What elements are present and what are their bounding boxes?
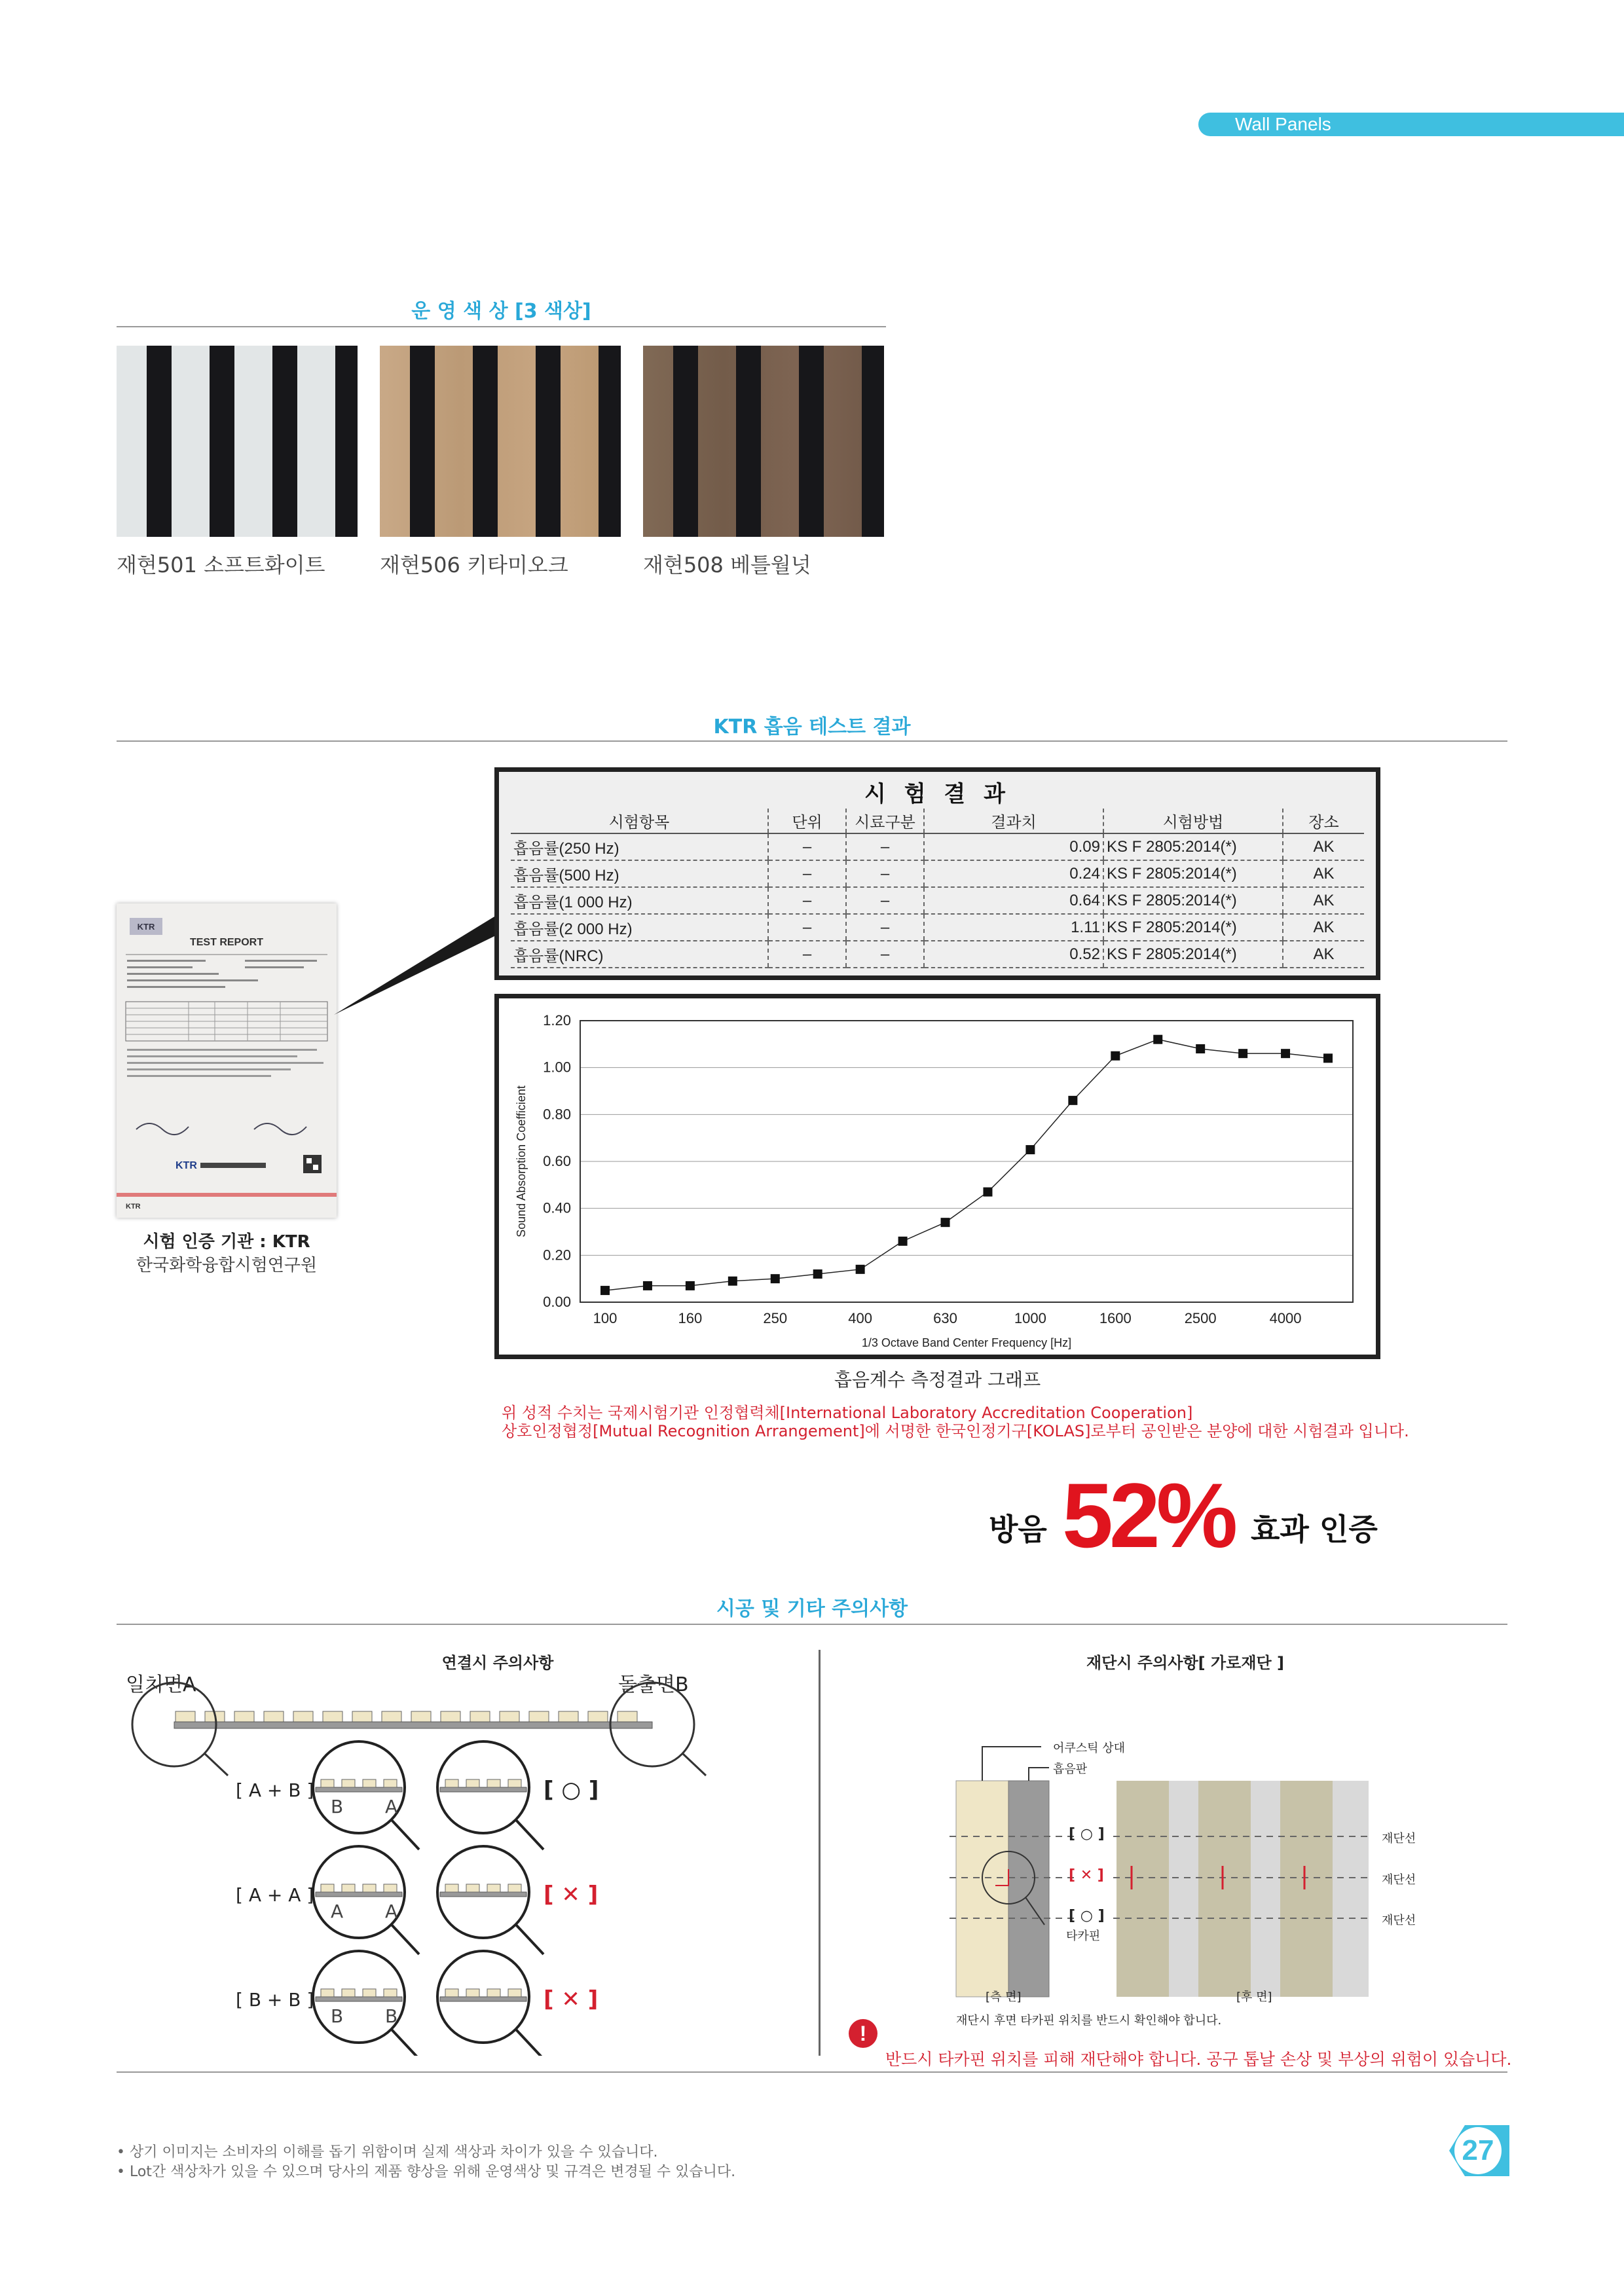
magnifier-handle: [392, 1925, 419, 1954]
category-tag: Wall Panels: [1198, 113, 1624, 136]
absorption-chart: [499, 998, 1376, 1355]
install-column-divider: [819, 1650, 821, 2056]
data-point: [1025, 1145, 1035, 1154]
cert-org: 한국화학융합시험연구원: [136, 1256, 318, 1275]
footer-note: • Lot간 색상차가 있을 수 있으며 당사의 제품 향상을 위해 운영색상 및 규격은 변경될 수 있습니다.: [117, 2164, 736, 2180]
magnifier-handle: [516, 2030, 544, 2056]
table-cell: –: [768, 860, 846, 887]
accreditation-note-1: 위 성적 수치는 국제시험기관 인정협력체[International Laboratory Accreditation Cooperation]: [502, 1404, 1193, 1422]
data-point: [983, 1188, 992, 1197]
y-axis-label: Sound Absorption Coefficient: [515, 1085, 528, 1237]
absorption-graph-box: [494, 994, 1380, 1359]
cutting-diagram: [943, 1728, 1441, 2003]
swatch-kitami-oak: [380, 346, 621, 537]
panel-slat: [363, 1989, 376, 1997]
data-point: [600, 1286, 610, 1295]
table-cell: 0.09: [924, 833, 1103, 860]
colors-section-title: 운 영 색 상 [3 색상]: [411, 300, 591, 323]
panel-slat: [487, 1884, 500, 1892]
data-point: [1111, 1051, 1120, 1061]
y-tick-label: 0.20: [543, 1247, 571, 1264]
ng-mark: [ ✕ ]: [544, 1882, 599, 1908]
table-cell: KS F 2805:2014(*): [1103, 887, 1283, 914]
panel-slat: [588, 1711, 608, 1722]
ok-mark: [ ○ ]: [544, 1777, 599, 1803]
table-cell: 0.64: [924, 887, 1103, 914]
cutting-caution-title: 재단시 주의사항[ 가로재단 ]: [1086, 1654, 1285, 1672]
joint-diagram: [117, 1676, 811, 2056]
data-point: [686, 1281, 695, 1290]
data-point: [813, 1269, 822, 1279]
table-cell: 흡음률(2 000 Hz): [511, 914, 768, 941]
y-tick-label: 0.00: [543, 1294, 571, 1310]
install-divider: [117, 1624, 1507, 1625]
panel-slat: [175, 1711, 195, 1722]
table-cell: AK: [1283, 914, 1364, 941]
cut-mark-ok: [ ○ ]: [1069, 1908, 1105, 1924]
ktr-section-title: KTR 흡음 테스트 결과: [713, 716, 911, 738]
panel-slat: [384, 1779, 397, 1787]
data-point: [1281, 1049, 1290, 1058]
side-letter: B: [385, 2005, 398, 2027]
panel-slat: [445, 1884, 458, 1892]
panel-slat: [321, 1779, 334, 1787]
label-pin: 타카핀: [1066, 1929, 1101, 1943]
ng-mark: [ ✕ ]: [544, 1986, 599, 2013]
y-tick-label: 0.80: [543, 1106, 571, 1123]
side-letter: A: [385, 1796, 398, 1817]
table-header: 결과치: [924, 809, 1103, 833]
page-number: 27: [1462, 2134, 1494, 2166]
table-header: 시험방법: [1103, 809, 1283, 833]
claim-prefix: 방음: [989, 1512, 1047, 1547]
table-cell: 0.52: [924, 941, 1103, 968]
data-point: [728, 1277, 737, 1286]
panel-base: [440, 1787, 526, 1792]
table-cell: 흡음률(250 Hz): [511, 833, 768, 860]
table-cell: –: [768, 914, 846, 941]
panel-slat: [352, 1711, 372, 1722]
svg-text:KTR: KTR: [126, 1203, 141, 1211]
panel-slat: [363, 1779, 376, 1787]
table-cell: 0.24: [924, 860, 1103, 887]
panel-base: [316, 1997, 402, 2001]
table-cell: –: [846, 833, 924, 860]
y-tick-label: 1.20: [543, 1012, 571, 1029]
face-b-label: 돌출면B: [618, 1673, 689, 1696]
table-row: [511, 914, 1364, 941]
panel-slat: [445, 1779, 458, 1787]
panel-base: [316, 1892, 402, 1897]
x-tick-label: 250: [763, 1310, 788, 1326]
panel-slat: [487, 1989, 500, 1997]
side-letter: B: [331, 2005, 344, 2027]
y-tick-label: 0.60: [543, 1153, 571, 1169]
combo-label: [ B + B ]: [236, 1989, 314, 2011]
y-tick-label: 1.00: [543, 1059, 571, 1076]
cut-line-label: 재단선: [1382, 1873, 1416, 1887]
panel-slat: [441, 1711, 460, 1722]
panel-slat: [470, 1711, 490, 1722]
x-tick-label: 400: [848, 1310, 873, 1326]
back-view-label: [후 면]: [1236, 1990, 1272, 2004]
y-tick-label: 0.40: [543, 1199, 571, 1216]
panel-slat: [363, 1884, 376, 1892]
table-cell: –: [768, 941, 846, 968]
x-tick-label: 1600: [1099, 1310, 1132, 1326]
table-cell: –: [846, 941, 924, 968]
results-table: [511, 809, 1364, 968]
data-point: [856, 1265, 865, 1274]
table-cell: –: [846, 887, 924, 914]
data-point: [771, 1274, 780, 1283]
data-point: [1196, 1044, 1205, 1053]
panel-slat: [559, 1711, 578, 1722]
table-cell: –: [846, 914, 924, 941]
results-title: 시 험 결 과: [864, 781, 1010, 807]
combo-label: [ A + A ]: [236, 1884, 314, 1906]
panel-slat: [384, 1989, 397, 1997]
panel-slat: [445, 1989, 458, 1997]
table-cell: –: [768, 887, 846, 914]
table-cell: KS F 2805:2014(*): [1103, 833, 1283, 860]
side-view-label: [측 면]: [986, 1990, 1022, 2004]
panel-slat: [529, 1711, 549, 1722]
panel-slat: [508, 1884, 521, 1892]
panel-base: [440, 1892, 526, 1897]
data-point: [1153, 1035, 1162, 1044]
warning-icon: !: [849, 2019, 877, 2048]
table-cell: KS F 2805:2014(*): [1103, 914, 1283, 941]
table-cell: AK: [1283, 833, 1364, 860]
x-tick-label: 4000: [1269, 1310, 1302, 1326]
side-letter: A: [331, 1901, 344, 1922]
graph-caption: 흡음계수 측정결과 그래프: [834, 1369, 1041, 1391]
panel-slat: [342, 1779, 355, 1787]
cut-mark-ng: [ ✕ ]: [1069, 1867, 1104, 1884]
data-point: [941, 1218, 950, 1227]
swatch-battle-walnut: [643, 346, 884, 537]
table-cell: KS F 2805:2014(*): [1103, 860, 1283, 887]
warning-text: 반드시 타카핀 위치를 피해 재단해야 합니다. 공구 톱날 손상 및 부상의 위험이 있습니다.: [885, 2050, 1512, 2069]
side-letter: B: [331, 1796, 344, 1817]
panel-base: [316, 1787, 402, 1792]
panel-slat: [264, 1711, 284, 1722]
accreditation-note-2: 상호인정협정[Mutual Recognition Arrangement]에 서명한 한국인정기구[KOLAS]로부터 공인받은 분양에 대한 시험결과 입니다.: [502, 1422, 1409, 1440]
ktr-divider: [117, 740, 1507, 742]
swatch-label: 재현508 베틀월넛: [643, 553, 811, 577]
diagram-note: 재단시 후면 타카핀 위치를 반드시 확인해야 합니다.: [956, 2014, 1222, 2028]
x-tick-label: 1000: [1014, 1310, 1046, 1326]
joint-caution-title: 연결시 주의사항: [441, 1654, 554, 1672]
label-acoustic-top: 어쿠스틱 상대: [1053, 1741, 1126, 1755]
data-point: [898, 1237, 908, 1246]
x-tick-label: 2500: [1184, 1310, 1217, 1326]
panel-slat: [466, 1884, 479, 1892]
magnifier-handle: [516, 1820, 544, 1850]
panel-slat: [234, 1711, 254, 1722]
series-line: [605, 1040, 1328, 1290]
table-cell: 흡음률(NRC): [511, 941, 768, 968]
claim-value: 52%: [1062, 1464, 1234, 1567]
panel-slat: [508, 1779, 521, 1787]
table-cell: 흡음률(1 000 Hz): [511, 887, 768, 914]
swatch-label: 재현501 소프트화이트: [117, 553, 325, 577]
x-axis-label: 1/3 Octave Band Center Frequency [Hz]: [861, 1336, 1072, 1349]
table-row: [511, 941, 1364, 968]
table-header: 단위: [768, 809, 846, 833]
swatch-soft-white: [117, 346, 358, 537]
data-point: [643, 1281, 652, 1290]
panel-slat: [466, 1779, 479, 1787]
combo-label: [ A + B ]: [236, 1779, 314, 1801]
svg-text:KTR: KTR: [137, 922, 155, 932]
cut-line-label: 재단선: [1382, 1914, 1416, 1927]
data-point: [1238, 1049, 1247, 1058]
magnifier-handle: [516, 1925, 544, 1954]
table-cell: AK: [1283, 941, 1364, 968]
panel-slat: [342, 1884, 355, 1892]
x-tick-label: 100: [593, 1310, 618, 1326]
x-tick-label: 160: [678, 1310, 703, 1326]
face-a-label: 일치면A: [126, 1673, 196, 1696]
table-cell: AK: [1283, 887, 1364, 914]
side-letter: A: [385, 1901, 398, 1922]
callout-wedge: [334, 851, 504, 1021]
swatch-label: 재현506 키타미오크: [380, 553, 568, 577]
colors-divider: [117, 326, 886, 327]
panel-slat: [500, 1711, 519, 1722]
footer-note: • 상기 이미지는 소비자의 이해를 돕기 위함이며 실제 색상과 차이가 있을 수 있습니다.: [117, 2144, 658, 2160]
magnifier-handle: [392, 2030, 419, 2056]
magnifier-handle: [392, 1820, 419, 1850]
table-cell: 1.11: [924, 914, 1103, 941]
install-bottom-divider: [117, 2071, 1507, 2073]
certificate-image: [117, 903, 337, 1218]
panel-slat: [487, 1779, 500, 1787]
cut-line-label: 재단선: [1382, 1832, 1416, 1846]
panel-slat: [382, 1711, 401, 1722]
test-report-thumbnail: [117, 903, 337, 1218]
panel-base: [440, 1997, 526, 2001]
table-row: [511, 860, 1364, 887]
data-point: [1323, 1053, 1333, 1063]
table-header: 시료구분: [846, 809, 924, 833]
x-tick-label: 630: [933, 1310, 957, 1326]
claim-suffix: 효과 인증: [1251, 1512, 1378, 1547]
svg-text:KTR: KTR: [175, 1160, 197, 1171]
panel-slat: [323, 1711, 342, 1722]
panel-slat: [321, 1989, 334, 1997]
table-row: [511, 887, 1364, 914]
panel-slat: [384, 1884, 397, 1892]
table-row: [511, 833, 1364, 860]
panel-slat: [618, 1711, 637, 1722]
table-cell: KS F 2805:2014(*): [1103, 941, 1283, 968]
table-cell: –: [768, 833, 846, 860]
soundproof-claim: [982, 1464, 1388, 1567]
table-header-row: [511, 809, 1364, 833]
results-table-box: [494, 767, 1380, 980]
table-cell: –: [846, 860, 924, 887]
svg-text:TEST REPORT: TEST REPORT: [189, 937, 264, 948]
table-header: 장소: [1283, 809, 1364, 833]
install-section-title: 시공 및 기타 주의사항: [716, 1597, 908, 1620]
panel-slat: [411, 1711, 431, 1722]
panel-slat: [466, 1989, 479, 1997]
panel-slat: [321, 1884, 334, 1892]
label-board: 흡음판: [1053, 1762, 1088, 1776]
table-header: 시험항목: [511, 809, 768, 833]
cert-label: 시험 인증 기관 : KTR: [143, 1232, 310, 1252]
page-number-badge: [1437, 2121, 1509, 2180]
table-cell: 흡음률(500 Hz): [511, 860, 768, 887]
cut-mark-ok: [ ○ ]: [1069, 1826, 1105, 1842]
data-point: [1068, 1096, 1077, 1105]
panel-slat: [342, 1989, 355, 1997]
panel-slat: [293, 1711, 313, 1722]
panel-slat: [508, 1989, 521, 1997]
table-cell: AK: [1283, 860, 1364, 887]
